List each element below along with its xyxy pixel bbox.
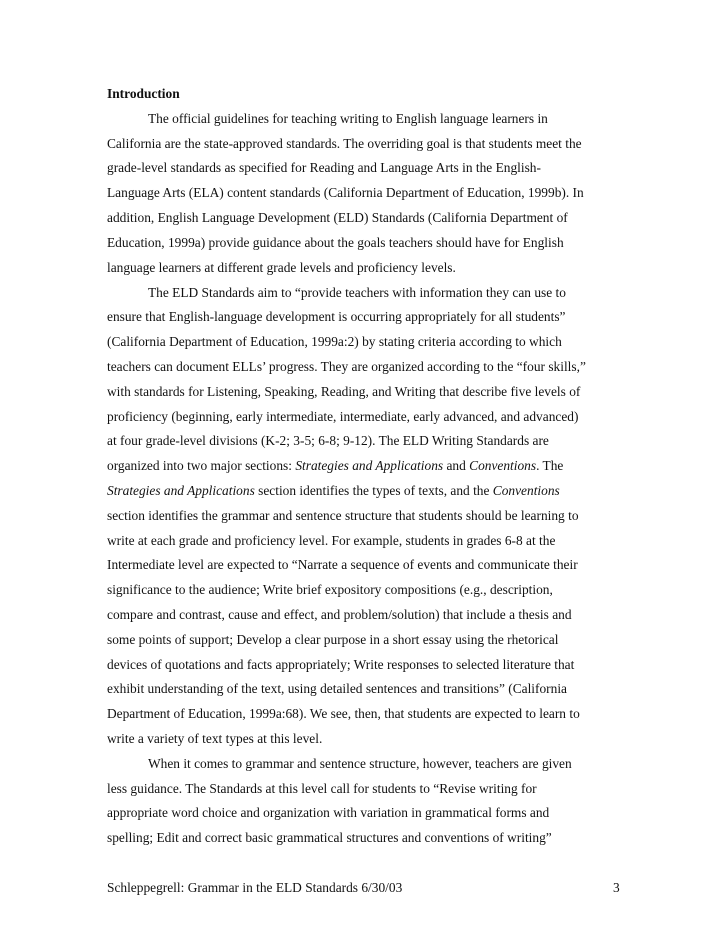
text-span: and — [443, 458, 470, 473]
text-line: The ELD Standards aim to “provide teachers with information they can use to — [148, 285, 566, 300]
italic-term: Strategies and Applications — [295, 458, 444, 473]
text-span: section identifies the types of texts, and the — [254, 483, 493, 498]
text-line: proficiency (beginning, early intermediate, intermediate, early advanced, and advanced) — [107, 409, 579, 424]
text-line: significance to the audience; Write brief expository compositions (e.g., description, — [107, 582, 553, 597]
text-line: less guidance. The Standards at this level call for students to “Revise writing for — [107, 781, 537, 796]
text-line: (California Department of Education, 1999a:2) by stating criteria according to which — [107, 334, 562, 349]
italic-term: Conventions — [492, 483, 560, 498]
text-line: Language Arts (ELA) content standards (California Department of Education, 1999b). In — [107, 185, 584, 200]
text-line: addition, English Language Development (ELD) Standards (California Department of — [107, 210, 568, 225]
text-line — [107, 457, 563, 475]
text-line: ensure that English-language development is occurring appropriately for all students” — [107, 309, 566, 324]
text-line — [107, 482, 560, 500]
text-line: write at each grade and proficiency level. For example, students in grades 6-8 at the — [107, 533, 556, 548]
italic-term: Strategies and Applications — [107, 483, 255, 498]
text-line: Intermediate level are expected to “Narrate a sequence of events and communicate their — [107, 557, 578, 572]
text-line: at four grade-level divisions (K-2; 3-5; 6-8; 9-12). The ELD Writing Standards are — [107, 433, 549, 448]
text-line: Education, 1999a) provide guidance about the goals teachers should have for English — [107, 235, 564, 250]
section-heading: Introduction — [107, 86, 180, 101]
text-line: section identifies the grammar and sentence structure that students should be learning to — [107, 508, 579, 523]
text-line: teachers can document ELLs’ progress. They are organized according to the “four skills,” — [107, 359, 586, 374]
text-line: spelling; Edit and correct basic grammatical structures and conventions of writing” — [107, 830, 552, 845]
text-line: The official guidelines for teaching writing to English language learners in — [148, 111, 548, 126]
text-line: some points of support; Develop a clear purpose in a short essay using the rhetorical — [107, 632, 559, 647]
page-number: 3 — [613, 880, 620, 895]
text-line: grade-level standards as specified for Reading and Language Arts in the English- — [107, 160, 541, 175]
text-line: compare and contrast, cause and effect, and problem/solution) that include a thesis and — [107, 607, 572, 622]
text-line: California are the state-approved standards. The overriding goal is that students meet the — [107, 136, 582, 151]
text-line: Department of Education, 1999a:68). We see, then, that students are expected to learn to — [107, 706, 580, 721]
text-span: organized into two major sections: — [107, 458, 296, 473]
text-line: language learners at different grade levels and proficiency levels. — [107, 260, 456, 275]
text-line: write a variety of text types at this level. — [107, 731, 323, 746]
page-footer: Schleppegrell: Grammar in the ELD Standards 6/30/03 — [107, 880, 403, 895]
text-line: devices of quotations and facts appropriately; Write responses to selected literature that — [107, 657, 575, 672]
text-span: . The — [536, 458, 564, 473]
text-line: When it comes to grammar and sentence structure, however, teachers are given — [148, 756, 572, 771]
italic-term: Conventions — [469, 458, 537, 473]
text-line: appropriate word choice and organization with variation in grammatical forms and — [107, 805, 550, 820]
text-line: with standards for Listening, Speaking, Reading, and Writing that describe five levels of — [107, 384, 581, 399]
text-line: exhibit understanding of the text, using detailed sentences and transitions” (California — [107, 681, 567, 696]
